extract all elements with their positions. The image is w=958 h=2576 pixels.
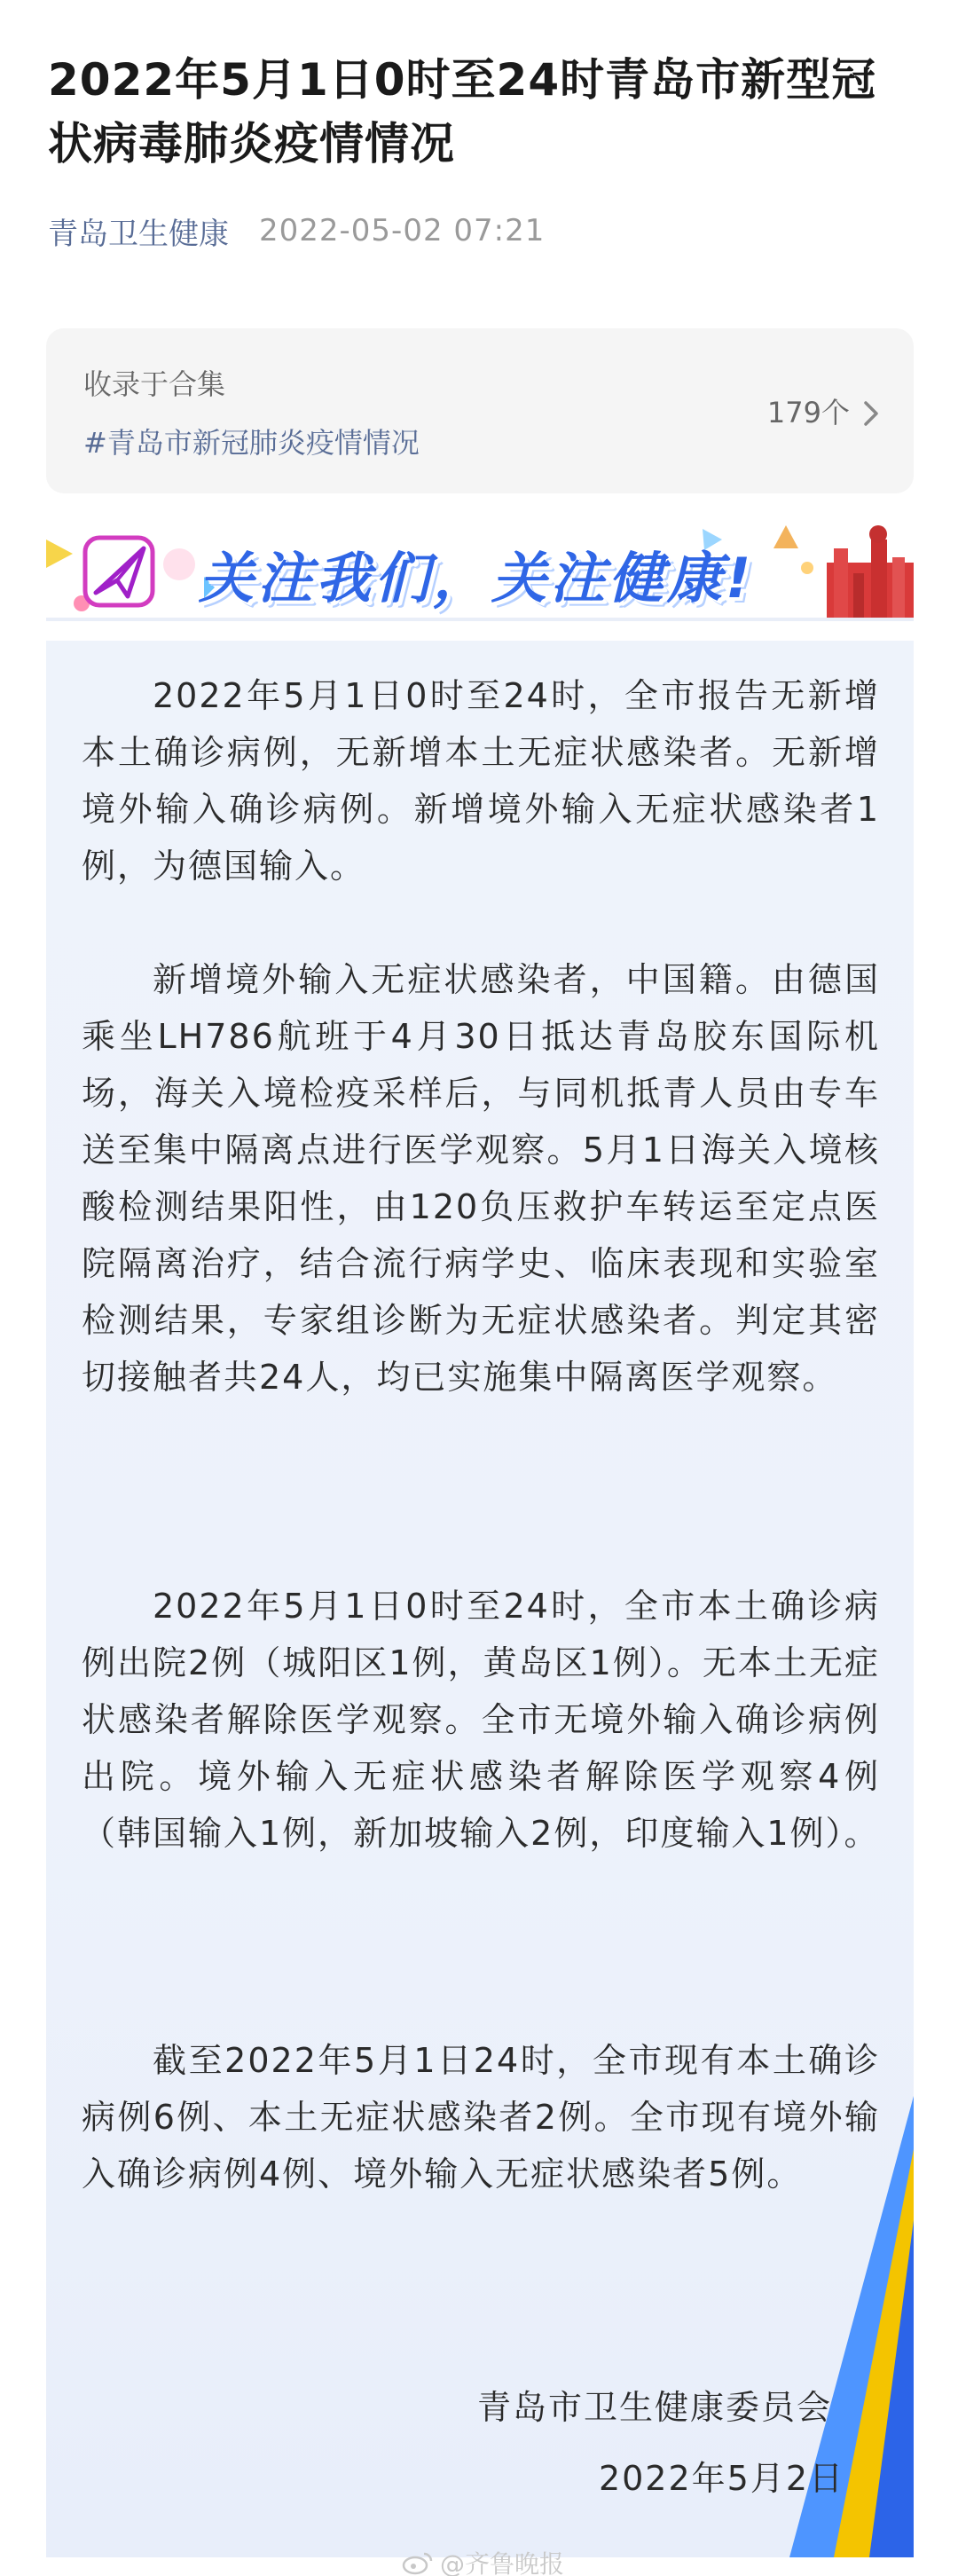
notice-body	[46, 641, 914, 2557]
dot-light-pink-shape	[163, 548, 195, 580]
collection-count: 179个	[766, 396, 850, 429]
city-skyline-icon	[827, 525, 914, 621]
notice-paragraph-3: 2022年5月1日0时至24时，全市本土确诊病例出院2例（城阳区1例，黄岛区1例）。无本土无症状感染者解除医学观察。全市无境外输入确诊病例出院。境外输入无症状感染者解除医学观察4例（韩国输入1例，新加坡输入2例，印度输入1例）。	[82, 1587, 880, 1853]
collection-tag-link[interactable]: #青岛市新冠肺炎疫情情况	[83, 426, 420, 460]
collection-label: 收录于合集	[83, 367, 226, 401]
signature-organization: 青岛市卫生健康委员会	[476, 2388, 832, 2427]
collection-card[interactable]	[46, 328, 914, 493]
banner-slogan: 关注我们，关注健康!	[199, 546, 755, 611]
notice-paragraph-4: 截至2022年5月1日24时，全市现有本土确诊病例6例、本土无症状感染者2例。全市现有境外输入确诊病例4例、境外输入无症状感染者5例。	[82, 2041, 880, 2194]
watermark-text: @齐鲁晚报	[440, 2549, 565, 2576]
publish-time: 2022-05-02 07:21	[259, 213, 546, 248]
signature-date: 2022年5月2日	[598, 2459, 844, 2498]
chevron-right-icon	[860, 399, 882, 428]
article-meta	[48, 206, 545, 256]
dot-orange-shape	[801, 562, 813, 574]
watermark	[401, 2545, 564, 2576]
account-name-link[interactable]: 青岛卫生健康	[48, 216, 229, 252]
triangle-yellow-shape	[46, 540, 73, 568]
article-title: 2022年5月1日0时至24时青岛市新型冠状病毒肺炎疫情情况	[48, 54, 877, 169]
notice-paragraph-2: 新增境外输入无症状感染者，中国籍。由德国乘坐LH786航班于4月30日抵达青岛胶东国际机场，海关入境检疫采样后，与同机抵青人员由专车送至集中隔离点进行医学观察。5月1日海关入境核酸检测结果阳性，由120负压救护车转运至定点医院隔离治疗，结合流行病学史、临床表现和实验室检测结果，专家组诊断为无症状感染者。判定其密切接触者共24人，均已实施集中隔离医学观察。	[82, 960, 880, 1397]
triangle-orange-shape	[773, 525, 798, 548]
paper-plane-icon	[85, 538, 153, 605]
follow-banner	[46, 522, 914, 621]
notice-paragraph-1: 2022年5月1日0时至24时，全市报告无新增本土确诊病例，无新增本土无症状感染者。无新增境外输入确诊病例。新增境外输入无症状感染者1例，为德国输入。	[82, 676, 880, 886]
weibo-icon	[401, 2550, 433, 2575]
